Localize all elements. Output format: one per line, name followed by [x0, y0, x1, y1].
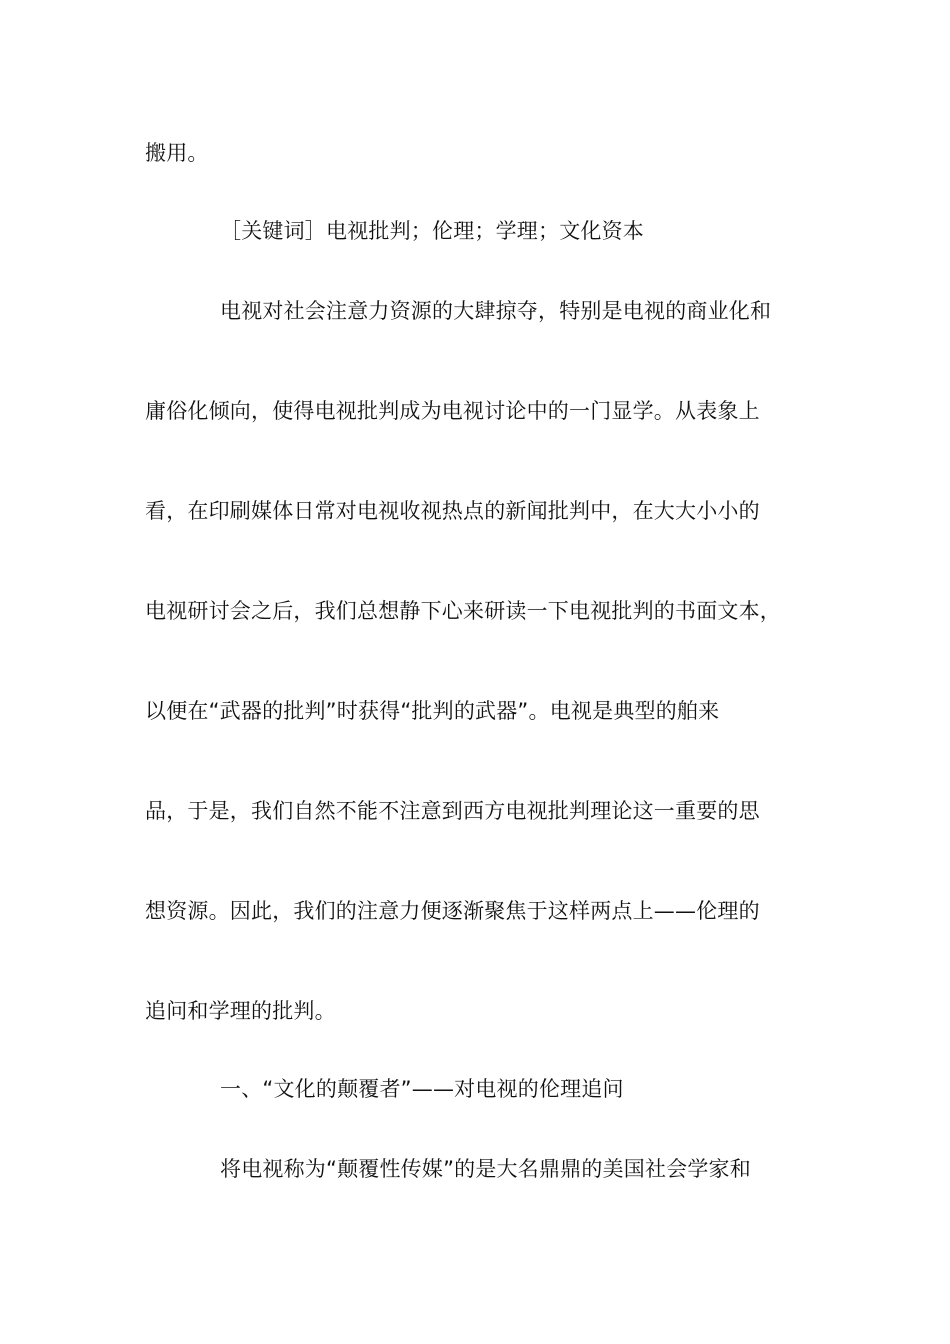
- paragraph-line: 品，于是，我们自然不能不注意到西方电视批判理论这一重要的思: [145, 799, 760, 823]
- paragraph-line: 电视对社会注意力资源的大肆掠夺，特别是电视的商业化和: [220, 299, 772, 323]
- paragraph-line: 看，在印刷媒体日常对电视收视热点的新闻批判中，在大大小小的: [145, 499, 760, 523]
- paragraph-line: 搬用。: [145, 141, 209, 165]
- paragraph-line: 追问和学理的批判。: [145, 999, 336, 1023]
- paragraph-line: 庸俗化倾向，使得电视批判成为电视讨论中的一门显学。从表象上: [145, 399, 760, 423]
- section-heading: 一、“文化的颠覆者”——对电视的伦理追问: [220, 1077, 624, 1101]
- paragraph-line: 将电视称为“颠覆性传媒”的是大名鼎鼎的美国社会学家和: [220, 1157, 751, 1181]
- keywords-line: ［关键词］电视批判；伦理；学理；文化资本: [220, 219, 644, 243]
- paragraph-line: 想资源。因此，我们的注意力便逐渐聚焦于这样两点上——伦理的: [145, 899, 760, 923]
- paragraph-line: 以便在“武器的批判”时获得“批判的武器”。电视是典型的舶来: [145, 699, 720, 723]
- paragraph-line: 电视研讨会之后，我们总想静下心来研读一下电视批判的书面文本，: [145, 599, 781, 623]
